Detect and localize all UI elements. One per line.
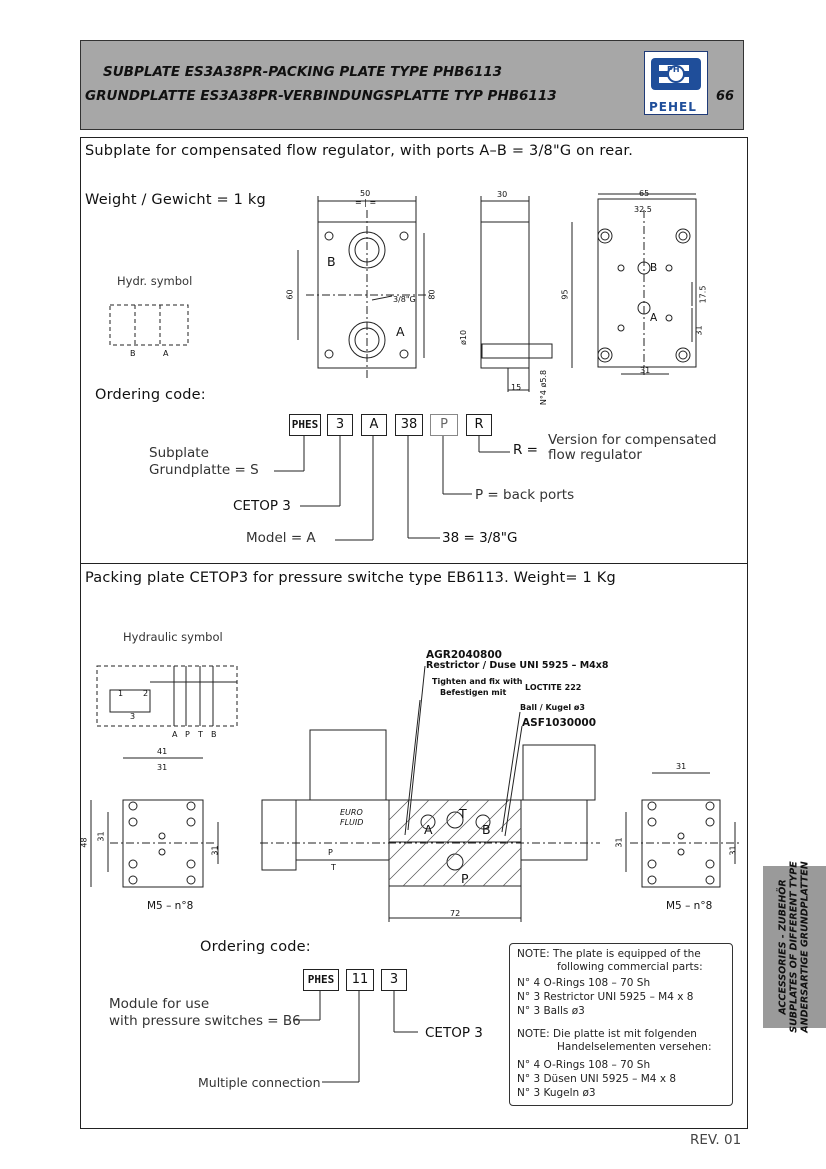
left-plate (91, 758, 218, 887)
symbol2-port-a: A (172, 730, 178, 739)
code-box-p: P (430, 414, 458, 436)
rear-view (572, 194, 696, 375)
hydraulic-symbol-2-lines (150, 666, 237, 726)
note-de-4: N° 3 Düsen UNI 5925 – M4 x 8 (517, 1073, 677, 1085)
side-view (481, 196, 552, 392)
note-de-1: NOTE: Die platte ist mit folgenden (517, 1028, 697, 1040)
ordering-code-label-2: Ordering code: (200, 939, 311, 955)
rear-dim-32-5: 32.5 (634, 205, 652, 214)
rear-dim-95: 95 (560, 289, 570, 300)
logo-text: PEHEL (649, 100, 697, 114)
note-en-2: following commercial parts: (557, 961, 703, 973)
symbol-port-p-small: P (328, 848, 333, 857)
section1-weight: Weight / Gewicht = 1 kg (85, 192, 266, 208)
symbol2-num-3: 3 (130, 712, 136, 721)
side-tab-text (778, 861, 811, 1033)
code-box-a: A (361, 414, 387, 436)
symbol2-num-1: 1 (118, 689, 124, 698)
side-tab-line-2: SUBPLATES OF DIFFERENT TYPE (788, 861, 800, 1033)
section-port-b: B (482, 822, 491, 837)
brand-fluid: FLUID (340, 818, 364, 827)
rear-port-b: B (650, 262, 658, 274)
right-dim-31-vertical: 31 (614, 837, 624, 848)
callout-restrictor: Restrictor / Duse UNI 5925 – M4x8 (426, 660, 609, 671)
rear-dim-17-5: 17.5 (698, 285, 708, 304)
hydr-symbol-label: Hydr. symbol (117, 274, 193, 288)
left-dim-31-right: 31 (210, 845, 220, 856)
logo-monogram: PH (667, 65, 680, 74)
side-dim-15: 15 (511, 383, 522, 392)
note-en-3: N° 4 O-Rings 108 – 70 Sh (517, 977, 651, 989)
callout-loctite: LOCTITE 222 (525, 683, 582, 692)
legend-version-key: R = (513, 442, 538, 458)
legend-version-line2: flow regulator (548, 447, 642, 463)
symbol2-port-t: T (198, 730, 203, 739)
front-view (298, 196, 430, 380)
page-number: 66 (716, 89, 735, 104)
front-dim-60: 60 (285, 289, 295, 300)
rear-port-a: A (650, 312, 658, 324)
right-dim-31: 31 (676, 762, 687, 771)
callout-agr: AGR2040800 (426, 649, 502, 661)
hydr-symbol-1 (110, 305, 188, 345)
symbol2-num-2: 2 (143, 689, 149, 698)
section-port-p: P (461, 871, 469, 886)
front-thread: 3/8"G (393, 295, 416, 304)
front-dim-80: 80 (427, 289, 437, 300)
note-de-3: N° 4 O-Rings 108 – 70 Sh (517, 1059, 651, 1071)
rear-dim-31-vertical: 31 (694, 325, 704, 336)
order-leaders-2 (293, 990, 418, 1082)
left-dim-41: 41 (157, 747, 168, 756)
ordering-code-label-1: Ordering code: (95, 387, 206, 403)
section2-title: Packing plate CETOP3 for pressure switche type EB6113. Weight= 1 Kg (85, 570, 616, 586)
header-title-de: GRUNDPLATTE ES3A38PR-VERBINDUNGSPLATTE TYP PHB6113 (85, 88, 557, 104)
legend-thread: 38 = 3/8"G (442, 530, 518, 546)
code2-box-11: 11 (346, 969, 374, 991)
side-dim-30: 30 (497, 190, 508, 199)
symbol2-port-b: B (211, 730, 217, 739)
callout-tighten-1: Tighten and fix with (432, 677, 523, 686)
left-dim-31: 31 (157, 763, 168, 772)
legend2-module-1: Module for use (109, 996, 210, 1012)
callout-tighten-2: Befestigen mit (440, 688, 507, 697)
hydraulic-symbol-label: Hydraulic symbol (123, 630, 223, 644)
symbol-port-b: B (130, 349, 136, 358)
note-en-1: NOTE: The plate is equipped of the (517, 948, 701, 960)
note-de-2: Handelselementen versehen: (557, 1041, 712, 1053)
callout-ball: Ball / Kugel ø3 (520, 703, 585, 712)
code-box-phes: PHES (289, 414, 321, 436)
code-box-r: R (466, 414, 492, 436)
section1-title: Subplate for compensated flow regulator, with ports A–B = 3/8"G on rear. (85, 143, 634, 159)
note-en-5: N° 3 Balls ø3 (517, 1005, 585, 1017)
code2-box-phes: PHES (303, 969, 339, 991)
header-title-en: SUBPLATE ES3A38PR-PACKING PLATE TYPE PHB6113 (103, 64, 503, 80)
legend-model: Model = A (246, 530, 316, 546)
section-port-t: T (459, 806, 467, 821)
rear-dim-31-horizontal: 31 (640, 366, 651, 375)
section-port-a: A (424, 822, 433, 837)
legend-version-line1: Version for compensated (548, 432, 717, 448)
brand-euro: EURO (340, 808, 363, 817)
callout-asf: ASF1030000 (522, 717, 597, 729)
left-dim-48: 48 (79, 837, 89, 848)
front-port-b: B (327, 254, 336, 269)
left-dim-31-vertical: 31 (96, 831, 106, 842)
revision-label: REV. 01 (690, 1132, 742, 1148)
front-dim-width: 50 (360, 189, 371, 198)
symbol-port-a: A (163, 349, 169, 358)
code-box-3: 3 (327, 414, 353, 436)
legend2-cetop: CETOP 3 (425, 1025, 483, 1041)
front-port-a: A (396, 324, 405, 339)
legend2-module-2: with pressure switches = B6 (109, 1013, 301, 1029)
side-tab-line-3: ANDERSARTIGE GRUNDPLATTEN (799, 861, 811, 1033)
symbol-port-t-small: T (331, 863, 336, 872)
center-dim-72: 72 (450, 909, 461, 918)
code2-box-3: 3 (381, 969, 407, 991)
side-dim-holes: N°4 ø5.8 (539, 369, 549, 406)
note-de-5: N° 3 Kugeln ø3 (517, 1087, 596, 1099)
left-screws: M5 – n°8 (147, 900, 194, 912)
side-tab-line-1: ACCESSORIES - ZUBEHÖR (777, 879, 789, 1015)
note-en-4: N° 3 Restrictor UNI 5925 – M4 x 8 (517, 991, 694, 1003)
legend-ports: P = back ports (475, 487, 575, 503)
side-dim-diameter: ø10 (459, 329, 469, 346)
code-box-38: 38 (395, 414, 423, 436)
right-screws: M5 – n°8 (666, 900, 713, 912)
rear-dim-65: 65 (639, 189, 650, 198)
legend-cetop: CETOP 3 (233, 498, 291, 514)
legend-grundplatte: Grundplatte = S (149, 462, 259, 478)
legend2-multiple: Multiple connection (198, 1075, 321, 1090)
legend-subplate: Subplate (149, 445, 209, 461)
right-plate (626, 773, 740, 887)
right-dim-31-right: 31 (728, 845, 738, 856)
symbol2-port-p: P (185, 730, 190, 739)
front-dim-width-sym: = | = (355, 198, 377, 207)
